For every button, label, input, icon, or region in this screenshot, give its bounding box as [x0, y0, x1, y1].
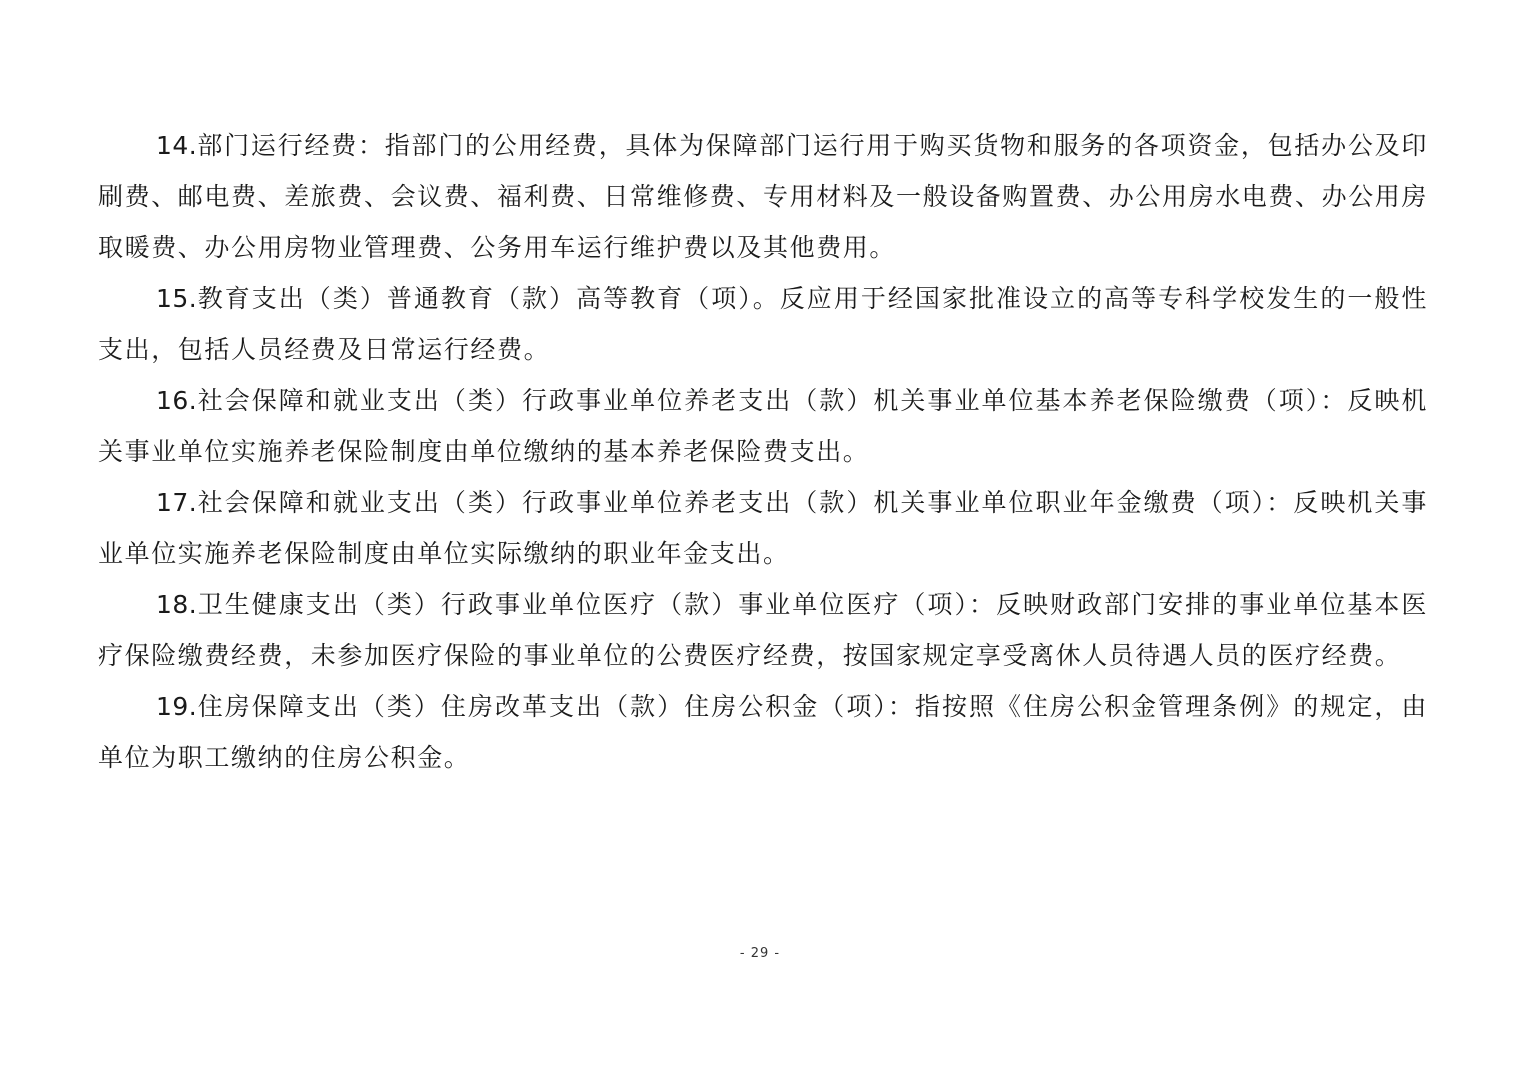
paragraph-text: 住房保障支出（类）住房改革支出（款）住房公积金（项）：指按照《住房公积金管理条例》的规定，由单位为职工缴纳的住房公积金。 [98, 692, 1428, 772]
page-number: - 29 - [739, 946, 781, 961]
paragraph-text: 部门运行经费：指部门的公用经费，具体为保障部门运行用于购买货物和服务的各项资金，包括办公及印刷费、邮电费、差旅费、会议费、福利费、日常维修费、专用材料及一般设备购置费、办公用房水电费、办公用房取暖费、办公用房物业管理费、公务用车运行维护费以及其他费用。 [98, 131, 1429, 262]
paragraph-15 [98, 273, 1428, 375]
paragraph-18 [98, 579, 1428, 681]
paragraph-number: 14. [156, 131, 198, 160]
paragraph-number: 19. [156, 692, 198, 721]
document-body [98, 120, 1428, 783]
paragraph-text: 卫生健康支出（类）行政事业单位医疗（款）事业单位医疗（项）：反映财政部门安排的事业单位基本医疗保险缴费经费，未参加医疗保险的事业单位的公费医疗经费，按国家规定享受离休人员待遇人员的医疗经费。 [98, 590, 1428, 670]
paragraph-number: 17. [156, 488, 198, 517]
paragraph-19 [98, 681, 1428, 783]
paragraph-14 [98, 120, 1428, 273]
paragraph-17 [98, 477, 1428, 579]
paragraph-text: 社会保障和就业支出（类）行政事业单位养老支出（款）机关事业单位基本养老保险缴费（项）：反映机关事业单位实施养老保险制度由单位缴纳的基本养老保险费支出。 [98, 386, 1428, 466]
paragraph-text: 社会保障和就业支出（类）行政事业单位养老支出（款）机关事业单位职业年金缴费（项）：反映机关事业单位实施养老保险制度由单位实际缴纳的职业年金支出。 [98, 488, 1428, 568]
paragraph-number: 15. [156, 284, 198, 313]
paragraph-number: 18. [156, 590, 198, 619]
paragraph-16 [98, 375, 1428, 477]
paragraph-number: 16. [156, 386, 198, 415]
paragraph-text: 教育支出（类）普通教育（款）高等教育（项）。反应用于经国家批准设立的高等专科学校发生的一般性支出，包括人员经费及日常运行经费。 [98, 284, 1428, 364]
